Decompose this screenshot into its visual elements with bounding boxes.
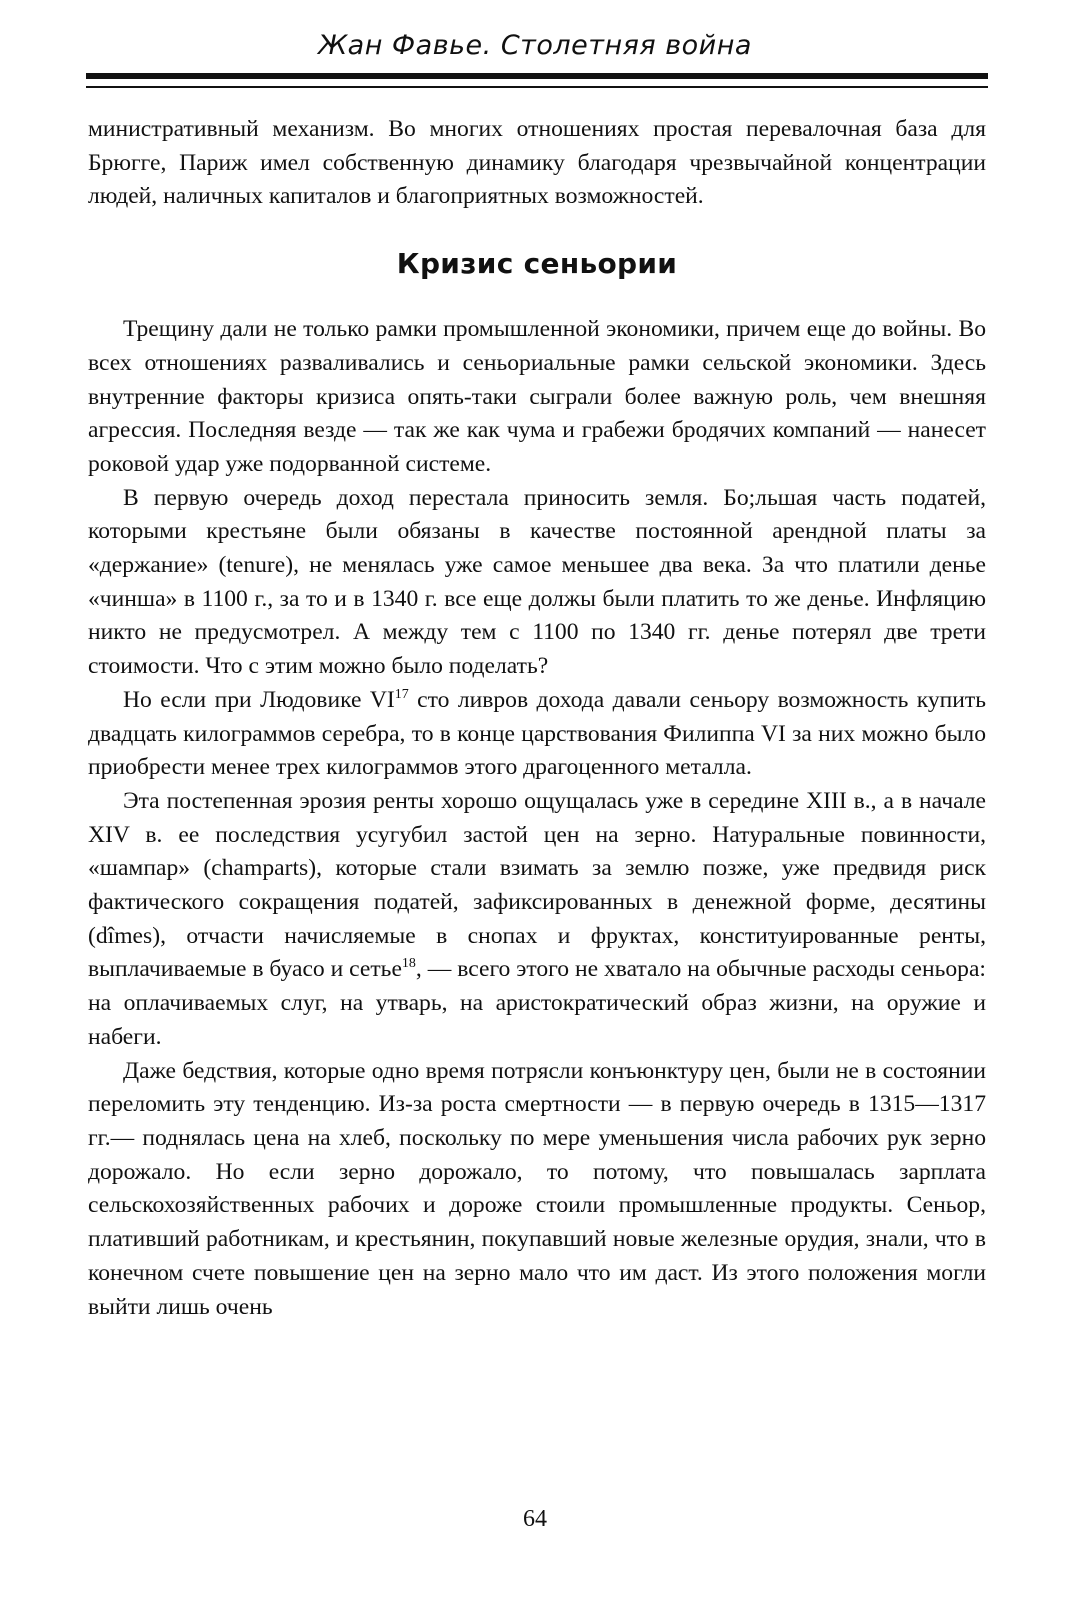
running-head: Жан Фавье. Столетняя война	[318, 30, 752, 61]
footnote-ref-17: 17	[394, 686, 409, 702]
paragraph-text: , — всего этого не хватало на обычные расходы сеньора: на оплачиваемых слуг, на утварь, на аристократический образ жизни, на оружие и набеги.	[88, 956, 986, 1050]
paragraph	[88, 785, 986, 1055]
paragraph: Трещину дали не только рамки промышленной экономики, причем еще до войны. Во всех отношениях разваливались и сеньориальные рамки сельской экономики. Здесь внутренние факторы кризиса опять-таки сыграли более важную роль, чем внешняя агрессия. Последняя везде — так же как чума и грабежи бродячих компаний — нанесет роковой удар уже подорванной системе.	[88, 316, 986, 477]
header-rule-thick	[86, 73, 988, 79]
paragraph: Даже бедствия, которые одно время потрясли конъюнктуру цен, были не в состоянии переломить эту тенденцию. Из-за роста смертности — в первую очередь в 1315—1317 гг.— поднялась цена на хлеб, поскольку по мере уменьшения числа рабочих рук зерно дорожало. Но если зерно дорожало, то потому, что повышалась зарплата сельскохозяйственных рабочих и дороже стоили промышленные продукты. Сеньор, плативший работникам, и крестьянин, покупавший новые железные орудия, знали, что в конечном счете повышение цен на зерно мало что им даст. Из этого положения могли выйти лишь очень	[88, 1057, 986, 1320]
paragraph-text: Эта постепенная эрозия ренты хорошо ощущалась уже в середине XIII в., а в начале XIV в. ее последствия усугубил застой цен на зерно. Натуральные повинности, «шампар» (champarts), которые стали взимать за землю позже, уже предвидя риск фактического сокращения податей, зафиксированных в денежной форме, десятины (dîmes), отчасти начисляемые в снопах и фруктах, конституированные ренты, выплачиваемые в буасо и сетье	[88, 787, 986, 983]
header-rule-thin	[86, 86, 988, 88]
page-number: 64	[523, 1506, 547, 1532]
footnote-ref-18: 18	[401, 956, 416, 972]
paragraph-continued: министративный механизм. Во многих отношениях простая перевалочная база для Брюгге, Париж имел собственную динамику благодаря чрезвычайной концентрации людей, наличных капиталов и благоприятных возможностей.	[88, 116, 986, 210]
paragraph-text: сто ливров дохода давали сеньору возможность купить двадцать килограммов серебра, то в конце царствования Филиппа VI за них можно было приобрести менее трех килограммов этого драгоценного металла.	[88, 686, 986, 781]
paragraph	[88, 684, 986, 785]
body-text	[88, 113, 986, 1324]
paragraph-text: Но если при Людовике VI	[123, 686, 395, 713]
section-title: Кризис сеньории	[396, 247, 678, 281]
paragraph: В первую очередь доход перестала приносить земля. Бо;льшая часть податей, которыми крестьяне были обязаны в качестве постоянной арендной платы за «держание» (tenure), не менялась уже самое меньшее два века. За что платили денье «чинша» в 1100 г., за то и в 1340 г. все еще должы были платить то же денье. Инфляцию никто не предусмотрел. А между тем с 1100 по 1340 гг. денье потерял две трети стоимости. Что с этим можно было поделать?	[88, 484, 986, 680]
